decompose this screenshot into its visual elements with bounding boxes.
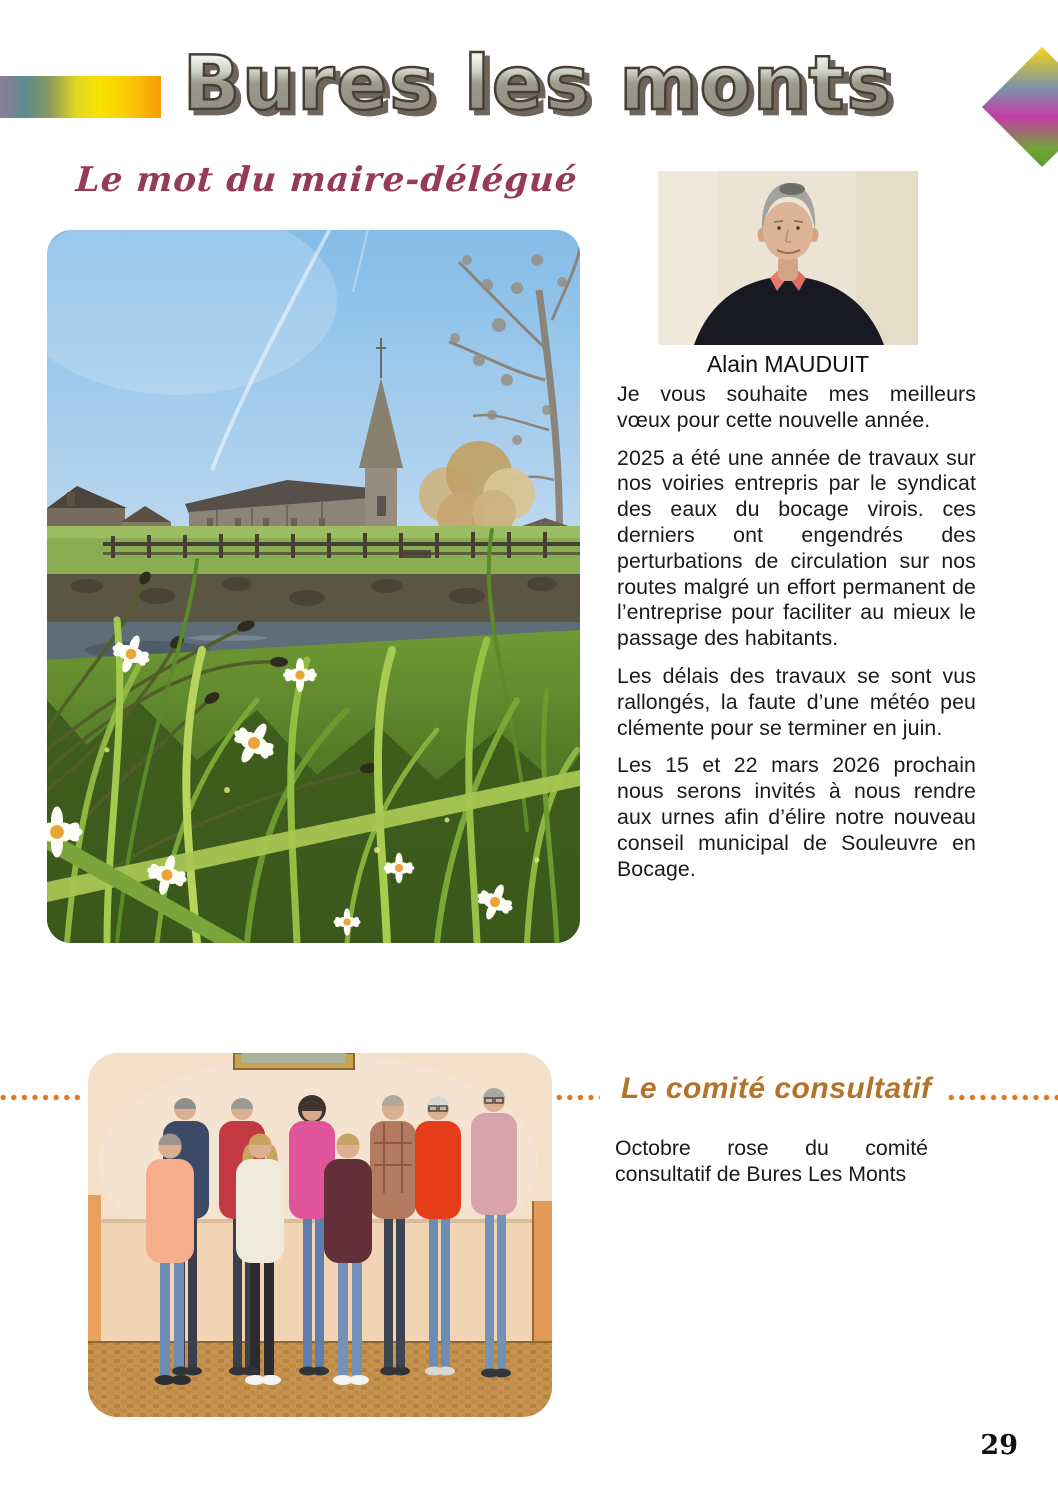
church-landscape-photo (47, 230, 580, 943)
mayor-portrait-photo (658, 171, 918, 345)
portrait-caption: Alain MAUDUIT (706, 351, 870, 377)
dotted-rule-right (948, 1094, 1058, 1101)
maire-paragraph: Les délais des travaux se sont vus rallongés, la faute d’une météo peu clémente pour se terminer en juin. (617, 663, 976, 740)
maire-text-column (617, 382, 976, 894)
maire-section-heading: Le mot du maire-délégué (74, 160, 579, 200)
maire-paragraph: 2025 a été une année de travaux sur nos voiries entrepris par le syndicat des eaux du bocage virois. ces derniers ont engendrés des perturbations de circulation sur nos routes malgré un effort permanent de l’entreprise pour faciliter au mieux le passage des habitants. (617, 445, 976, 651)
header-arrow-icon (982, 45, 1058, 171)
page-title: Bures les monts (183, 39, 894, 127)
page-number: 29 (980, 1430, 1018, 1461)
header-gradient-bar (0, 76, 161, 118)
dotted-rule-middle (556, 1094, 600, 1101)
maire-paragraph: Je vous souhaite mes meilleurs vœux pour cette nouvelle année. (617, 382, 976, 432)
comite-section-heading: Le comité consultatif (621, 1072, 932, 1105)
committee-group-photo (88, 1053, 552, 1417)
comite-body-text: Octobre rose du comité consultatif de Bures Les Monts (615, 1136, 928, 1186)
maire-paragraph: Les 15 et 22 mars 2026 prochain nous serons invités à nous rendre aux urnes afin d’élire notre nouveau conseil municipal de Souleuvre en Bocage. (617, 753, 976, 881)
dotted-rule-left (0, 1094, 80, 1101)
